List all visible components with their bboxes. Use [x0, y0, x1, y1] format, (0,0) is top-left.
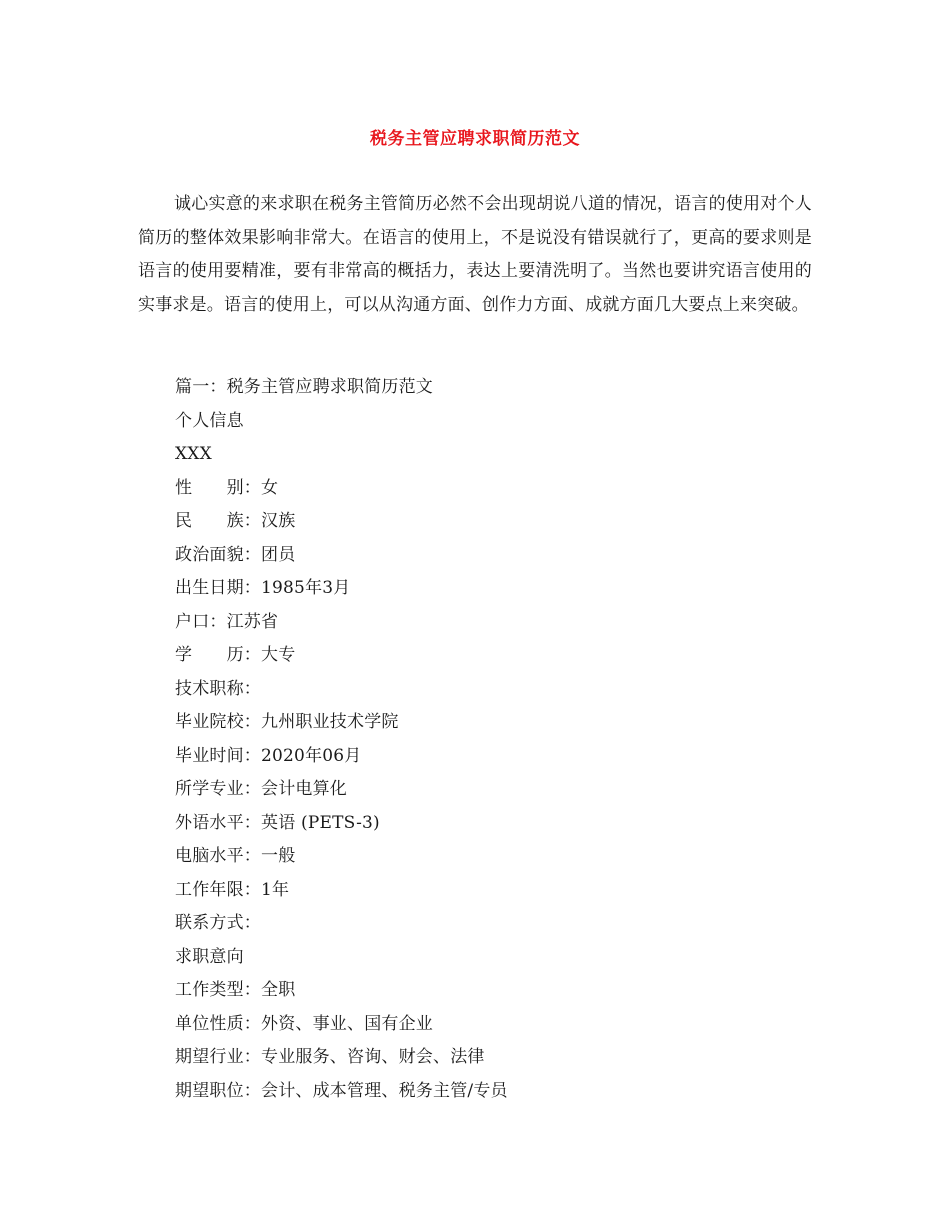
resume-lines	[175, 371, 815, 1108]
section-heading-job-intent: 求职意向	[175, 946, 244, 967]
info-gender: 性 别：女	[175, 477, 279, 498]
info-technical-title: 技术职称：	[175, 678, 261, 699]
document-title: 税务主管应聘求职简历范文	[370, 129, 580, 149]
intent-industry: 期望行业：专业服务、咨询、财会、法律	[175, 1047, 485, 1067]
info-computer-level: 电脑水平：一般	[175, 846, 296, 866]
info-education: 学 历：大专	[175, 645, 296, 665]
intro-paragraph: 诚心实意的来求职在税务主管简历必然不会出现胡说八道的情况，语言的使用对个人简历的整体效果影响非常大。在语言的使用上，不是说没有错误就行了，更高的要求则是语言的使用要精准，要有非常高的概括力，表达上要清洗明了。当然也要讲究语言使用的实事求是。语言的使用上，可以从沟通方面、创作力方面、成就方面几大要点上来突破。	[138, 194, 812, 315]
intent-company-type: 单位性质：外资、事业、国有企业	[175, 1013, 433, 1034]
info-ethnicity: 民 族：汉族	[175, 511, 296, 531]
section-heading-1: 篇一：税务主管应聘求职简历范文	[175, 377, 433, 397]
info-political-status: 政治面貌：团员	[175, 544, 296, 565]
section-heading-personal-info: 个人信息	[175, 410, 244, 431]
info-contact: 联系方式：	[175, 913, 261, 933]
intent-position: 期望职位：会计、成本管理、税务主管/专员	[175, 1080, 508, 1101]
intent-job-type: 工作类型：全职	[175, 980, 296, 1000]
info-hukou: 户口：江苏省	[175, 611, 279, 632]
info-language-level: 外语水平：英语 (PETS-3)	[175, 812, 380, 833]
info-major: 所学专业：会计电算化	[175, 779, 347, 799]
info-work-years: 工作年限：1年	[175, 879, 290, 900]
applicant-name: XXX	[175, 444, 212, 464]
info-school: 毕业院校：九州职业技术学院	[175, 712, 399, 732]
info-graduation-date: 毕业时间：2020年06月	[175, 745, 362, 766]
info-birth-date: 出生日期：1985年3月	[175, 578, 351, 598]
